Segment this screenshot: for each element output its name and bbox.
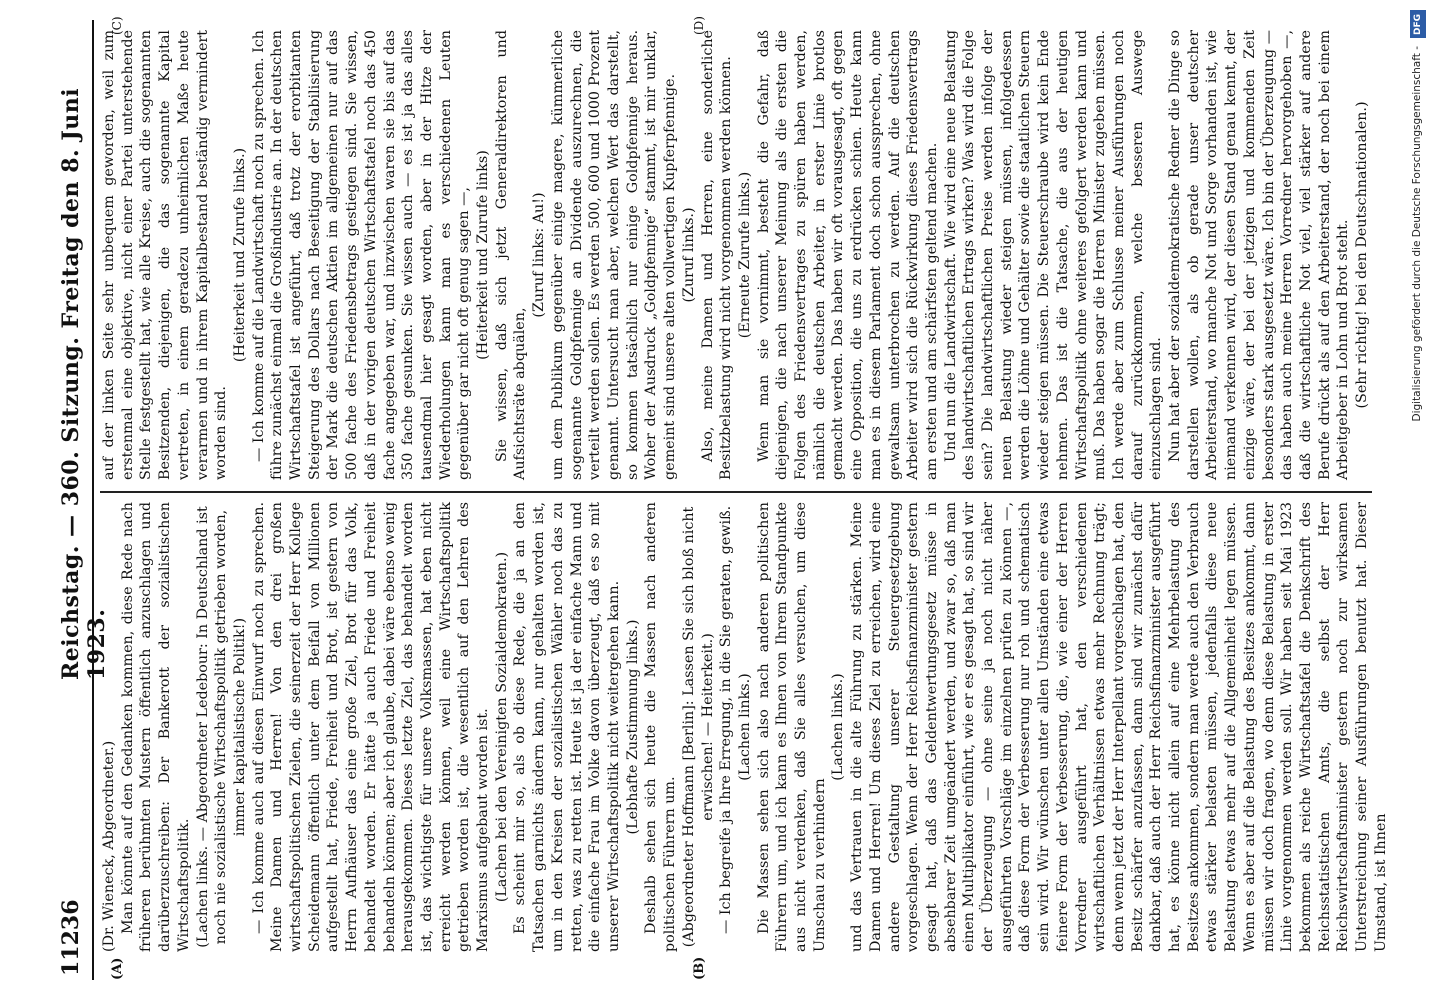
interjection: (Lachen bei den Vereinigten Sozialdemokraten.)	[493, 551, 510, 903]
paragraph: Nun hat aber der sozialdemokratische Redner die Dinge so darstellen wollen, als ob gerade unser deutscher Arbeiterstand, wo manche Not und Sorge vorhanden ist, wie niemand verkennen wird, der diesen Stand genau kennt, der einzige wäre, der bei der jetzigen und kommenden Zeit besonders stark ausgesetzt wäre. Ich bin der Überzeugung — das haben auch meine Herren Vorredner hervorgehoben —, daß die wirtschaftliche Not viel, viel stärker auf andere Berufe drückt als auf den Arbeiterstand, der noch bei einem Arbeitgeber in Lohn und Brot steht.	[1167, 30, 1352, 480]
margin-marker-d: (D)	[692, 16, 706, 35]
interjection: (Heiterkeit und Zurufe links.)	[231, 147, 248, 363]
dfg-logo: DFG	[1410, 10, 1426, 38]
paragraph: — Ich komme auf die Landwirtschaft noch zu sprechen. Ich führe zunächst einmal die Großindustrie an. In der deutschen Wirtschaftstafel ist angeführt, daß trotz der erorbitanten Steigerung des Dollars nach Beseitigung der Stabilisierung der Mark die deutschen Aktien im allgemeinen nur auf das 500 fache des Friedensbetrags gestiegen sind. Sie wissen, daß in der vorigen deutschen Wirtschaftstafel noch das 450 fache angegeben war, und inzwischen waren sie bis auf das 350 fache gesunken. Sie wissen auch — es ist ja das alles tausendmal hier gesagt worden, aber in der Hitze der Wiederholungen kann man es verschiedenen Leuten gegenüber gar nicht oft genug sagen —,	[250, 30, 473, 480]
interjection: (Zuruf links.)	[680, 207, 697, 303]
funding-credit: Digitalisierung gefördert durch die Deutsche Forschungsgemeinschaft -	[1411, 46, 1423, 422]
paragraph: Sie wissen, daß sich jetzt Generaldirektoren und Aufsichtsräte abquälen,	[493, 30, 529, 480]
interjection: (Zuruf links: Au!)	[531, 192, 548, 318]
interjection: (Heiterkeit und Zurufe links)	[475, 150, 492, 360]
interjection: (Lebhafte Zustimmung links.)	[624, 619, 641, 835]
paragraph: — Ich komme auch auf diesen Einwurf noch zu sprechen. Meine Damen und Herren! Von den drei großen wirtschaftspolitischen Zielen, die seinerzeit der Herr Kollege Scheidemann öffentlich unter dem Beifall von Millionen aufgestellt hat, Friede, Freiheit und Brot, ist gestern von Herrn Aufhäuser das eine große Ziel, Brot für das Volk, behandelt worden. Er hätte ja auch Friede und Freiheit behandeln können; aber ich glaube, dabei wäre ebenso wenig herausgekommen. Dieses letzte Ziel, das behandelt worden ist, das wichtigste für unsere Volksmassen, hat eben nicht erreicht werden können, weil eine Wirtschaftspolitik getrieben worden ist, die wesentlich auf den Lehren des Marxismus aufgebaut worden ist.	[250, 502, 492, 952]
interjection: (Abgeordneter Hoffmann [Berlin]: Lassen Sie sich bloß nicht erwischen! — Heiterkeit.)	[680, 506, 716, 948]
paragraph: um dem Publikum gegenüber einige magere, kümmerliche sogenannte Goldpfennige an Dividende auszurechnen, die verteilt werden sollen. Es werden 500, 600 und 1000 Prozent genannt. Untersucht man aber, welchen Wert das darstellt, so kommen tatsächlich nur einige Goldpfennige heraus. Woher der Ausdruck „Goldpfennige“ stammt, ist mir unklar, gemeint sind unsere alten vollwertigen Kupferpfennige.	[549, 30, 679, 480]
paragraph: Deshalb sehen sich heute die Massen nach anderen politischen Führern um.	[643, 502, 679, 952]
margin-marker-b: (B)	[692, 956, 707, 980]
document-page	[52, 16, 1389, 980]
margin-marker-c: (C)	[110, 16, 124, 35]
page-number: 11236	[58, 899, 84, 976]
speaker-line: (Dr. Wieneck, Abgeordneter.)	[101, 740, 117, 952]
running-title: Reichstag. — 360. Sitzung. Freitag den 8. Juni 1923.	[58, 87, 110, 680]
paragraph: — Ich begreife ja Ihre Erregung, in die Sie geraten, gewiß.	[718, 505, 735, 934]
interjection: (Erneute Zurufe links.)	[736, 171, 753, 339]
interjection: (Lachen links.)	[830, 673, 847, 781]
interjection: (Sehr richtig! bei den Deutschnationalen.)	[1354, 101, 1371, 409]
paragraph: Und nun die Landwirtschaft. Wie wird eine neue Belastung des landwirtschaftlichen Ertrags wirken? Was wird die Folge sein? Die landwirtschaftlichen Preise werden infolge der neuen Belastung wieder steigen müssen, infolgedessen werden die Löhne und Gehälter sowie die staatlichen Steuern wieder steigen müssen. Die Steuerschraube wird kein Ende nehmen. Das ist die Tatsache, die aus der heutigen Wirtschaftspolitik ohne weiteres gefolgert werden kann und muß. Das haben sogar die Herren Minister zugeben müssen. Ich werde aber zum Schlusse meiner Ausführungen noch darauf zurückkommen, welche besseren Auswege einzuschlagen sind.	[942, 30, 1165, 480]
paragraph: auf der linken Seite sehr unbequem geworden, weil zum erstenmal eine objektive, nicht einer Partei unterstehende Stelle festgestellt hat, wie alle Kreise, auch die sogenannten Besitzenden, diejenigen, die das sogenannte Kapital vertreten, in einem geradezu unheimlichen Maße heute verarmen und in ihrem Kapitalbestand beständig vermindert worden sind.	[101, 30, 230, 480]
right-column	[100, 30, 1375, 480]
paragraph: Man könnte auf den Gedanken kommen, diese Rede nach früheren berühmten Mustern öffentlich anzuschlagen und darüberzuschreiben: Der Bankerott der sozialistischen Wirtschaftspolitik.	[119, 502, 192, 952]
left-column	[100, 502, 1389, 952]
paragraph: und das Vertrauen in die alte Führung zu stärken. Meine Damen und Herren! Um dieses Ziel zu erreichen, wird eine andere Gestaltung unserer Steuergesetzgebung vorgeschlagen. Wenn der Herr Reichsfinanzminister gestern gesagt hat, daß das Geldentwertungsgesetz müsse in absehbarer Zeit umgeändert werden, und zwar so, daß man einen Multiplikator einführt, wie er es gesagt hat, so sind wir der Überzeugung — ohne seine ja noch nicht näher ausgeführten Vorschläge im einzelnen prüfen zu können —, daß diese Form der Verbesserung nur roh und schematisch sein wird. Wir wünschen unter allen Umständen eine etwas feinere Form der Verbesserung, die, wie einer der Herren Vorredner ausgeführt hat, den verschiedenen wirtschaftlichen Verhältnissen etwas mehr Rechnung trägt; denn wenn jetzt der Herr Interpellant vorgeschlagen hat, den Besitz schärfer anzufassen, dann sind wir zunächst dafür dankbar, daß auch der Herr Reichsfinanzminister ausgeführt hat, es könne nicht allein auf eine Mehrbelastung des Besitzes ankommen, sondern man werde auch den Verbrauch etwas stärker belasten müssen, jedenfalls diese neue Belastung etwas mehr auf die Allgemeinheit legen müssen. Wenn es aber auf die Belastung des Besitzes ankommt, dann müssen wir doch fragen, wo denn diese Belastung in erster Linie vorgenommen werden soll. Wir haben seit Mai 1923 bekommen als reiche Wirtschaftstafel die Denkschrift des Reichsstatistischen Amts, die selbst der Herr Reichswirtschaftsminister gestern noch zur wirksamen Unterstreichung seiner Ausführungen benutzt hat. Dieser Umstand, ist Ihnen	[849, 502, 1389, 952]
paragraph: Wenn man sie vornimmt, besteht die Gefahr, daß diejenigen, die nach unserer Meinung als die ersten die Folgen des Friedensvertrages zu spüren haben werden, nämlich die deutschen Arbeiter, in erster Linie brotlos gemacht werden. Das haben wir oft vorausgesagt, oft gegen eine Opposition, die uns zu erdrücken schien. Heute kann man es in diesem Parlament doch schon aussprechen, ohne gewaltsam unterbrochen zu werden. Auf die deutschen Arbeiter wird sich die Rückwirkung dieses Friedensvertrags am ersten und am schärfsten geltend machen.	[755, 30, 940, 480]
paragraph: Es scheint mir so, als ob diese Rede, die ja an den Tatsachen garnichts ändern kann, nur gehalten worden ist, um in den Kreisen der sozialistischen Wähler noch das zu retten, was zu retten ist. Heute ist ja der einfache Mann und die einfache Frau im Volke davon überzeugt, daß es so mit unserer Wirtschaftspolitik nicht weitergehen kann.	[512, 502, 622, 952]
interjection: (Lachen links.)	[736, 673, 753, 781]
margin-marker-a: (A)	[110, 957, 125, 980]
paragraph: Also, meine Damen und Herren, eine sonderliche Besitzbelastung wird nicht vorgenommen werden können.	[699, 30, 735, 480]
column-divider	[100, 492, 1372, 494]
paragraph: Die Massen sehen sich also nach anderen politischen Führern um, und ich kann es Ihnen von Ihrem Standpunkte aus nicht verdenken, daß Sie alles versuchen, um diese Umschau zu verhindern	[755, 502, 828, 952]
interjection: (Lachen links. — Abgeordneter Ledebour: In Deutschland ist noch nie sozialistische Wirtschaftspolitik getrieben worden, immer kapitalistische Politik!)	[194, 506, 248, 948]
digitization-sidebar	[1408, 10, 1428, 990]
